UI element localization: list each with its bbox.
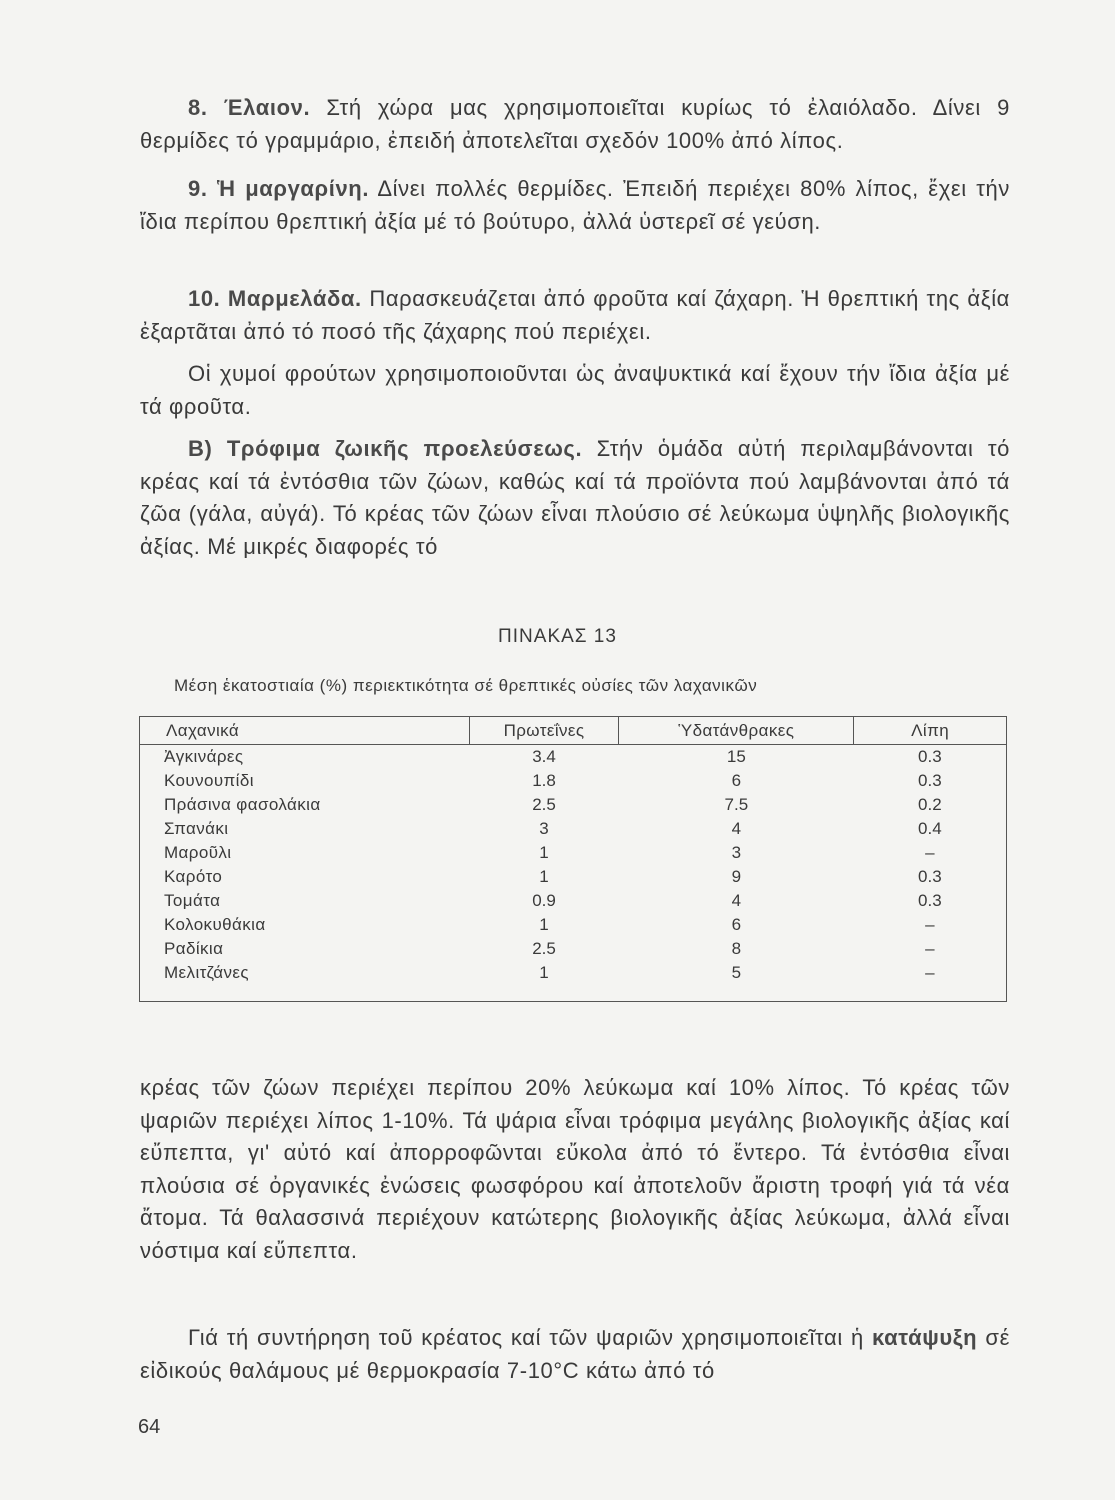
text-kreas: κρέας τῶν ζώων περιέχει περίπου 20% λεύκωμα καί 10% λίπος. Τό κρέας τῶν ψαριῶν περιέχει λίπος 1-10%. Τά ψάρια εἶναι τρόφιμα μεγάλης βιολογικῆς ἀξίας καί εὔπεπτα, γι' αὐτό καί ἀπορροφῶνται εὔκολα ἀπό τό ἔντερο. Τά ἐντόσθια εἶναι πλούσια σέ ὀργανικές ἐνώσεις φωσφόρου καί ἀποτελοῦν ἄριστη τροφή γιά τά νέα ἄτομα. Τά θαλασσινά περιέχουν κατώτερης βιολογικῆς ἀξίας λεύκωμα, ἀλλά εἶναι νόστιμα καί εὔπεπτα. — [140, 1075, 1010, 1263]
header-proteins: Πρωτεΐνες — [469, 717, 619, 745]
text-elaion: Στή χώρα μας χρησιμοποιεῖται κυρίως τό ἐλαιόλαδο. Δίνει 9 θερμίδες τό γραμμάριο, ἐπειδή ἀποτελεῖται σχεδόν 100% ἀπό λίπος. — [140, 95, 1010, 153]
header-vegetables: Λαχανικά — [140, 717, 470, 745]
cell-vegetable: Κολοκυθάκια — [164, 915, 266, 934]
cell-carbs: 9 — [731, 867, 742, 886]
cell-carbs: 4 — [731, 819, 742, 838]
table-title: ΠΙΝΑΚΑΣ 13 — [498, 626, 617, 647]
table-bottom-padding — [140, 985, 1007, 1002]
cell-protein: 1.8 — [532, 771, 556, 790]
cell-carbs: 4 — [731, 891, 742, 910]
page-number: 64 — [138, 1416, 161, 1438]
cell-carbs: 15 — [726, 747, 746, 766]
cell-protein: 2.5 — [532, 939, 556, 958]
paragraph-zoikis — [140, 433, 1010, 563]
heading-marmelada: 10. Μαρμελάδα. — [188, 286, 362, 311]
table-row — [140, 745, 1007, 770]
heading-margarini: 9. Ἡ μαργαρίνη. — [188, 176, 370, 201]
table-row — [140, 769, 1007, 793]
paragraph-marmelada — [140, 283, 1010, 348]
cell-carbs: 8 — [731, 939, 742, 958]
cell-vegetable: Μελιτζάνες — [164, 963, 249, 982]
cell-fat: – — [925, 915, 935, 934]
text-xymoi: Οἱ χυμοί φρούτων χρησιμοποιοῦνται ὡς ἀναψυκτικά καί ἔχουν τήν ἴδια ἀξία μέ τά φροῦτα. — [140, 361, 1010, 419]
table-row — [140, 841, 1007, 865]
cell-fat: – — [925, 939, 935, 958]
paragraph-syntirisi — [140, 1322, 1010, 1387]
paragraph-kreas — [140, 1072, 1010, 1267]
cell-fat: 0.2 — [918, 795, 942, 814]
cell-protein: 1 — [539, 963, 549, 982]
text-syntirisi: σέ εἰδικούς θαλάμους μέ θερμοκρασία 7-10°C κάτω ἀπό τό — [140, 1325, 1010, 1383]
cell-vegetable: Καρότο — [164, 867, 223, 886]
heading-zoikis: Β) Τρόφιμα ζωικῆς προελεύσεως. — [188, 436, 583, 461]
cell-carbs: 5 — [731, 963, 742, 982]
cell-carbs: 6 — [731, 771, 742, 790]
cell-protein: 3 — [539, 819, 549, 838]
cell-vegetable: Πράσινα φασολάκια — [164, 795, 321, 814]
heading-katapsyxi: κατάψυξη — [872, 1325, 978, 1350]
cell-vegetable: Ραδίκια — [164, 939, 224, 958]
table-row — [140, 817, 1007, 841]
text-zoikis: Στήν ὁμάδα αὐτή περιλαμβάνονται τό κρέας καί τά ἐντόσθια τῶν ζώων, καθώς καί τά προϊόντα πού λαμβάνονται ἀπό τά ζῶα (γάλα, αὐγά). Τό κρέας τῶν ζώων εἶναι πλούσιο σέ λεύκωμα ὑψηλῆς βιολογικῆς ἀξίας. Μέ μικρές διαφορές τό — [140, 436, 1010, 559]
cell-protein: 3.4 — [532, 747, 556, 766]
cell-vegetable: Κουνουπίδι — [164, 771, 254, 790]
cell-vegetable: Σπανάκι — [164, 819, 229, 838]
cell-vegetable: Ἀγκινάρες — [164, 747, 244, 766]
table-row — [140, 961, 1007, 985]
header-fats: Λίπη — [854, 717, 1007, 745]
table-row — [140, 793, 1007, 817]
nutrition-table — [139, 716, 1007, 1002]
table-row — [140, 937, 1007, 961]
cell-protein: 0.9 — [532, 891, 556, 910]
paragraph-margarini — [140, 173, 1010, 238]
table-caption: Μέση ἑκατοστιαία (%) περιεκτικότητα σέ θρεπτικές οὐσίες τῶν λαχανικῶν — [174, 676, 758, 695]
text-marmelada: Παρασκευάζεται ἀπό φροῦτα καί ζάχαρη. Ἡ θρεπτική της ἀξία ἐξαρτᾶται ἀπό τό ποσό τῆς ζάχαρης πού περιέχει. — [140, 286, 1011, 344]
cell-vegetable: Τομάτα — [164, 891, 221, 910]
text-syntirisi-pre: Γιά τή συντήρηση τοῦ κρέατος καί τῶν ψαριῶν χρησιμοποιεῖται ἡ — [188, 1325, 873, 1350]
paragraph-xymoi — [140, 358, 1010, 423]
table-row — [140, 865, 1007, 889]
cell-fat: 0.4 — [918, 819, 942, 838]
cell-fat: 0.3 — [918, 747, 942, 766]
table-row — [140, 913, 1007, 937]
paragraph-elaion — [140, 92, 1010, 157]
cell-protein: 1 — [539, 867, 549, 886]
cell-fat: 0.3 — [918, 891, 942, 910]
cell-fat: – — [925, 843, 935, 862]
cell-fat: 0.3 — [918, 867, 942, 886]
cell-protein: 1 — [539, 915, 549, 934]
table-header-row — [140, 717, 1007, 745]
cell-vegetable: Μαροῦλι — [164, 843, 232, 862]
cell-carbs: 3 — [731, 843, 742, 862]
cell-fat: – — [925, 963, 935, 982]
cell-protein: 2.5 — [532, 795, 556, 814]
cell-carbs: 7.5 — [724, 795, 749, 814]
header-carbohydrates: Ὑδατάνθρακες — [619, 717, 854, 745]
cell-protein: 1 — [539, 843, 549, 862]
heading-elaion: 8. Έλαιον. — [188, 95, 311, 120]
table-row — [140, 889, 1007, 913]
cell-fat: 0.3 — [918, 771, 942, 790]
text-margarini: Δίνει πολλές θερμίδες. Ἐπειδή περιέχει 80% λίπος, ἔχει τήν ἴδια περίπου θρεπτική ἀξία μέ τό βούτυρο, ἀλλά ὑστερεῖ σέ γεύση. — [140, 176, 1010, 234]
cell-carbs: 6 — [731, 915, 742, 934]
